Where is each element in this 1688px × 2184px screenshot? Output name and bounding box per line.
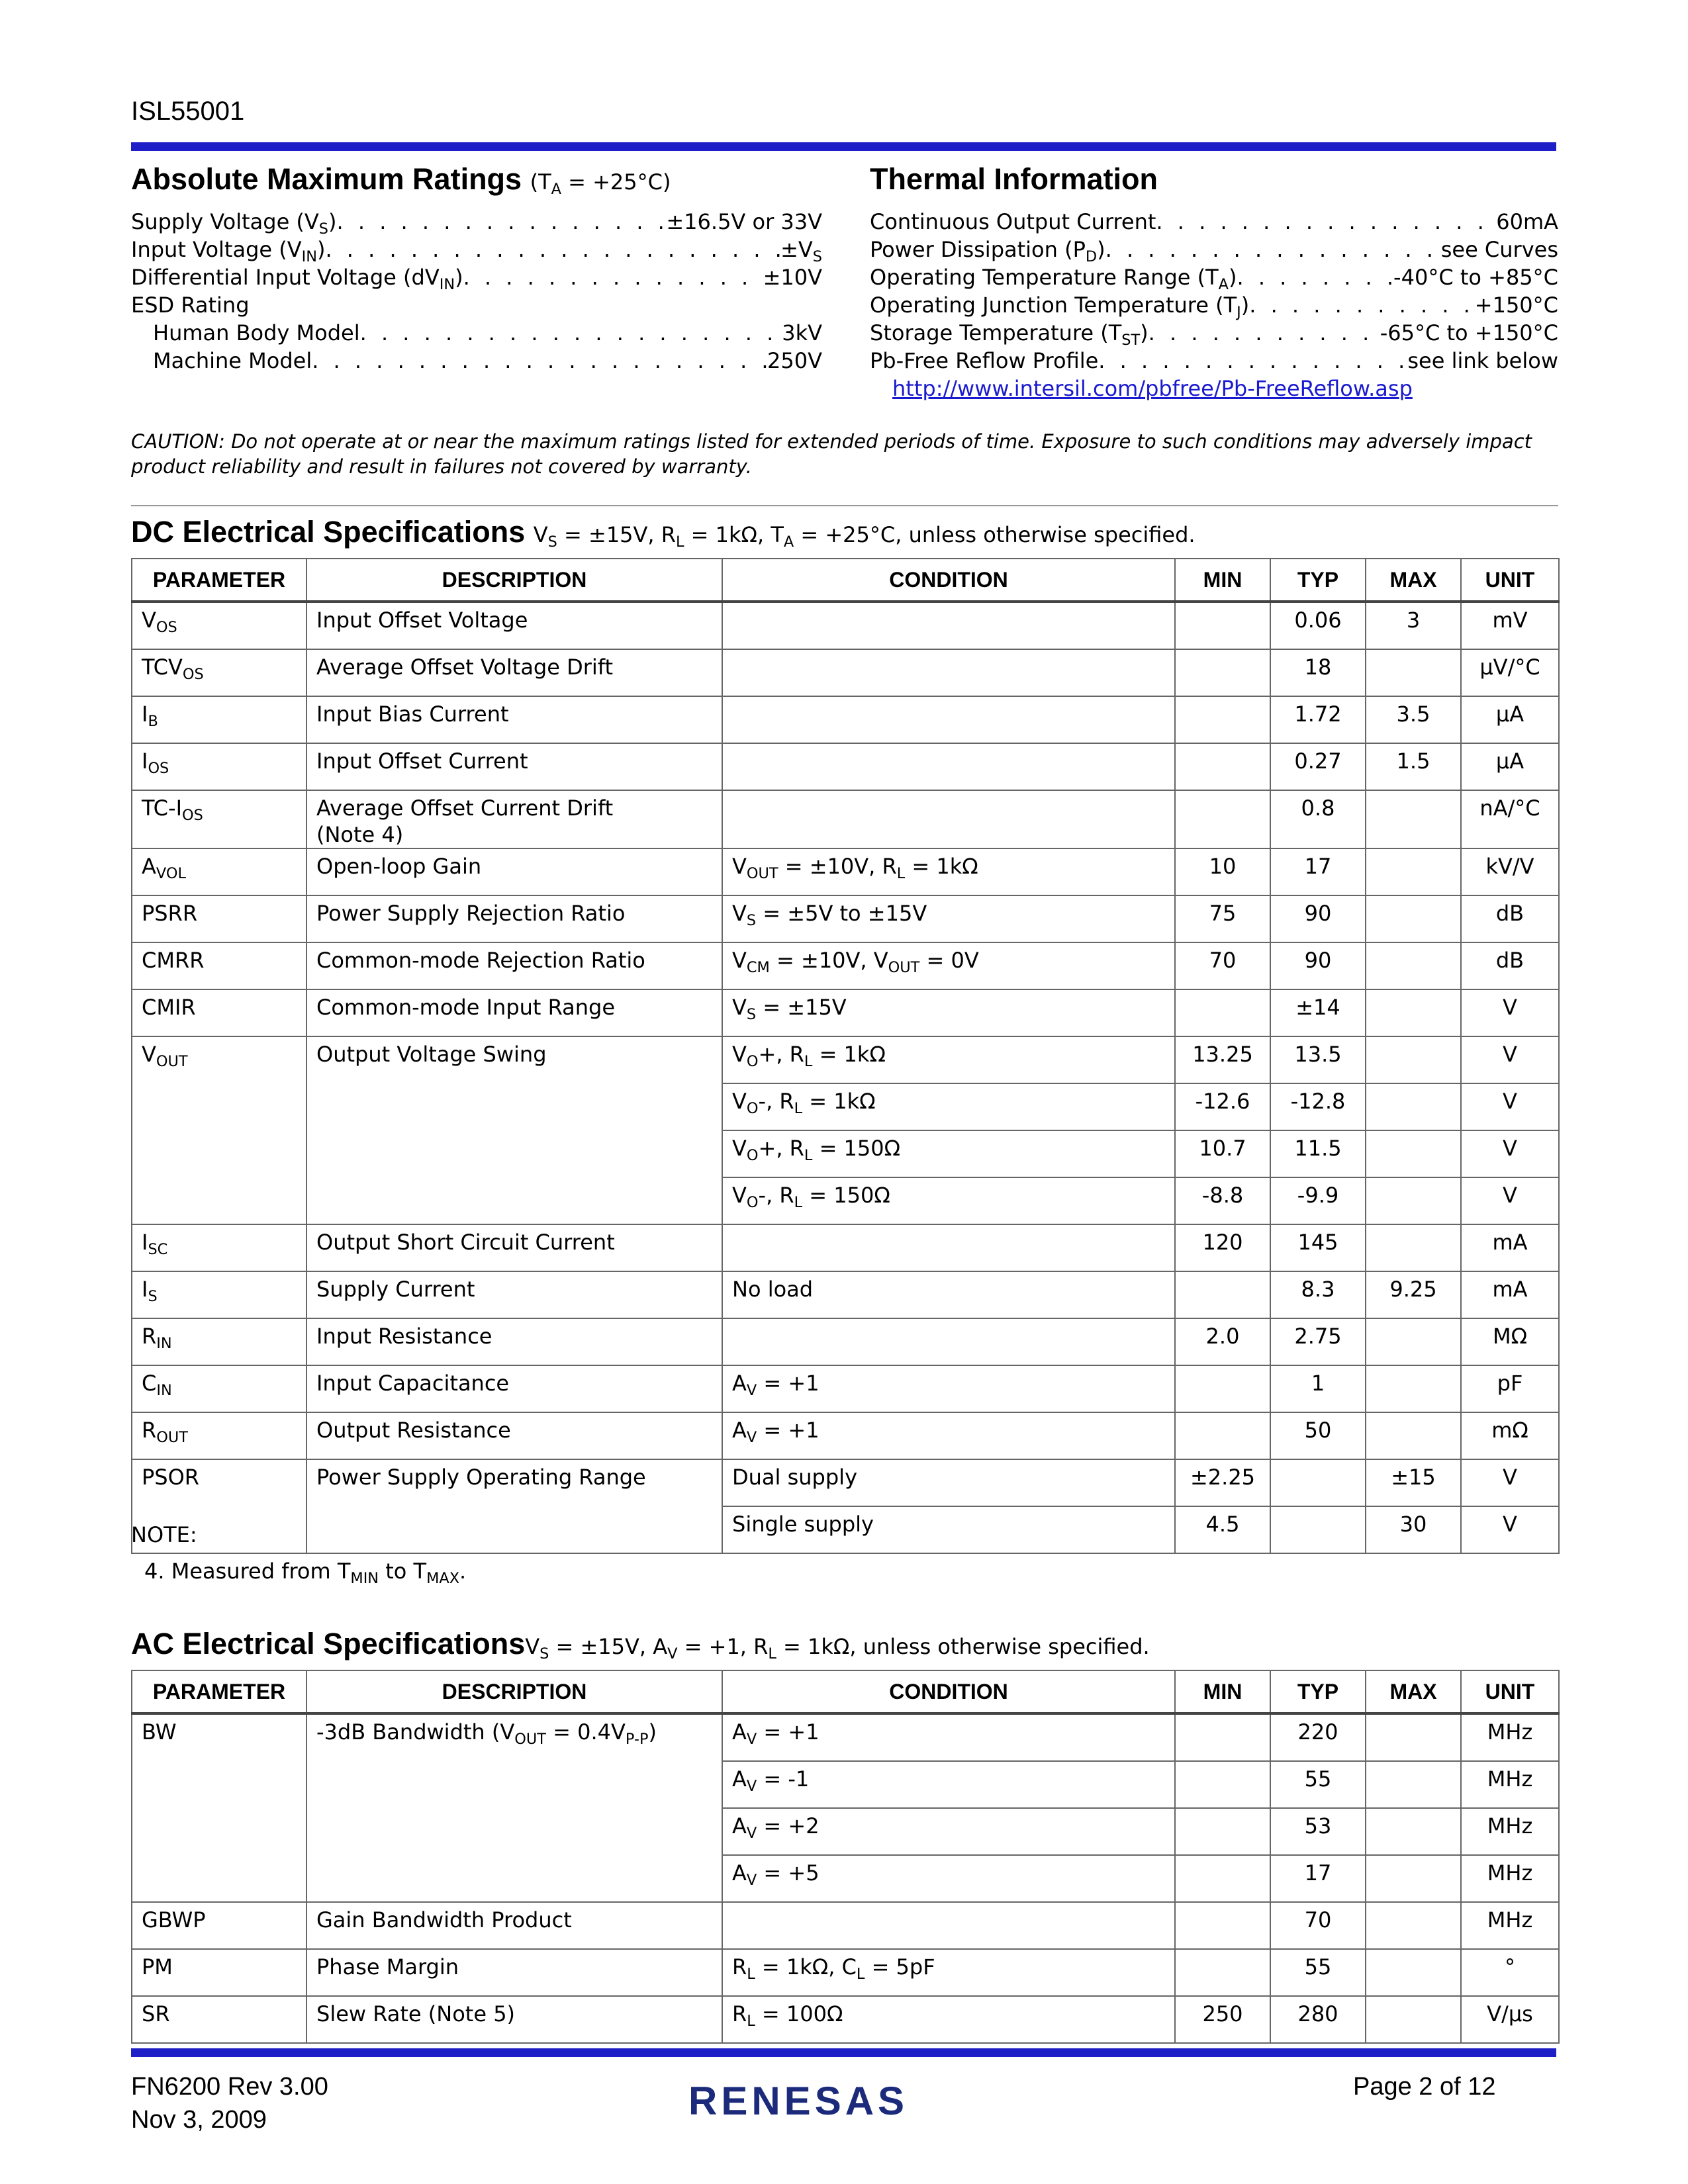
note-title: NOTE:	[131, 1522, 197, 1547]
table-row: Single supply 4.5 30 V	[132, 1506, 1559, 1553]
spec-row: Power Dissipation $(P_D)$ . . . see Curves	[870, 236, 1558, 263]
dc-title: DC Electrical Specifications $V_S = \pm 15V$, $R_L = 1k\Omega$, $T_A = +25^\circ C$, unless otherwise specified.	[131, 515, 1196, 551]
page-number: Page 2 of 12	[1353, 2073, 1496, 2101]
table-row: $C_{IN}$ Input Capacitance $A_V = +1$ 1 pF	[132, 1365, 1559, 1412]
spec-row: Operating Temperature Range $(T_A)$ . . . -40°C to +85°C	[870, 263, 1558, 291]
abs-max-title: Absolute Maximum Ratings $(T_A = +25^\circ C)$	[131, 162, 671, 198]
table-row: $A_V = -1$ 55 MHz	[132, 1761, 1559, 1808]
footer-doc: FN6200 Rev 3.00 Nov 3, 2009	[131, 2073, 328, 2134]
ac-title: AC Electrical SpecificationsV$_S$ = ±15V, $A_V = +1$, $R_L = 1k\Omega$, unless otherwise specified.	[131, 1627, 1150, 1662]
spec-row: Pb-Free Reflow Profile . . . see link below	[870, 347, 1558, 375]
spec-row: Continuous Output Current . . . 60mA	[870, 208, 1558, 236]
table-row: SR Slew Rate (Note 5) $R_L = 100\Omega$ 250 280 V/μs	[132, 1996, 1559, 2043]
caution-note: CAUTION: Do not operate at or near the maximum ratings listed for extended periods of time. Exposure to such conditions may adversely impact product reliability and result in failures not covered by warranty.	[131, 430, 1532, 478]
table-row: $I_S$ Supply Current No load 8.3 9.25 mA	[132, 1271, 1559, 1318]
table-row: BW -3dB Bandwidth $(V_{OUT} = 0.4V_{P-P})$ $A_V = +1$ 220 MHz	[132, 1713, 1559, 1761]
table-row: $V_{OUT}$ Output Voltage Swing $V_O+$, $R_L = 1k\Omega$ 13.25 13.5 V	[132, 1036, 1559, 1083]
table-row: $V_O+$, $R_L = 150\Omega$ 10.7 11.5 V	[132, 1130, 1559, 1177]
renesas-logo: RENESAS	[688, 2079, 909, 2123]
table-row: $R_{OUT}$ Output Resistance $A_V = +1$ 50 mΩ	[132, 1412, 1559, 1459]
table-header: PARAMETER DESCRIPTION CONDITION MIN TYP MAX UNIT	[132, 559, 1559, 602]
thermal-list	[870, 208, 1558, 402]
abs-max-list	[131, 208, 822, 375]
spec-row: Supply Voltage $(V_S)$ . . . ±16.5V or 33V	[131, 208, 822, 236]
ac-spec-table	[131, 1670, 1560, 2044]
divider	[131, 505, 1558, 506]
spec-row: ESD Rating	[131, 293, 250, 318]
spec-row: Machine Model . . . 250V	[131, 347, 822, 375]
table-row: GBWP Gain Bandwidth Product 70 MHz	[132, 1902, 1559, 1949]
table-row: $TCV_{OS}$ Average Offset Voltage Drift 18 μV/°C	[132, 649, 1559, 696]
footer-bar	[131, 2048, 1556, 2057]
spec-row: Input Voltage $(V_{IN})$ . . . $\pm V_S$	[131, 236, 822, 263]
table-row: $V_O-$, $R_L = 1k\Omega$ -12.6 -12.8 V	[132, 1083, 1559, 1130]
table-row: PSRR Power Supply Rejection Ratio $V_S = \pm 5V$ to ±15V 75 90 dB	[132, 895, 1559, 942]
table-row: $TC-I_{OS}$ Average Offset Current Drift (Note 4) 0.8 nA/°C	[132, 790, 1559, 848]
table-row: $R_{IN}$ Input Resistance 2.0 2.75 MΩ	[132, 1318, 1559, 1365]
table-row: $V_{OS}$ Input Offset Voltage 0.06 3 mV	[132, 602, 1559, 649]
table-row: PM Phase Margin $R_L = 1k\Omega$, $C_L = 5pF$ 55 °	[132, 1949, 1559, 1996]
pb-free-link[interactable]: http://www.intersil.com/pbfree/Pb-FreeReflow.asp	[892, 376, 1413, 401]
table-header: PARAMETER DESCRIPTION CONDITION MIN TYP MAX UNIT	[132, 1670, 1559, 1713]
table-row: $I_B$ Input Bias Current 1.72 3.5 μA	[132, 696, 1559, 743]
note-4: 4. Measured from $T_{MIN}$ to $T_{MAX}$.	[144, 1559, 467, 1587]
header-bar	[131, 142, 1556, 151]
dc-spec-table	[131, 558, 1560, 1554]
table-row: $I_{OS}$ Input Offset Current 0.27 1.5 μA	[132, 743, 1559, 790]
table-row: CMRR Common-mode Rejection Ratio $V_{CM} = \pm 10V$, $V_{OUT} = 0V$ 70 90 dB	[132, 942, 1559, 989]
table-row: PSOR Power Supply Operating Range Dual supply ±2.25 ±15 V	[132, 1459, 1559, 1506]
spec-row: Operating Junction Temperature $(T_J)$ . . . +150°C	[870, 291, 1558, 319]
doc-id: ISL55001	[131, 97, 245, 126]
spec-row: Storage Temperature $(T_{ST})$ . . . -65°C to +150°C	[870, 319, 1558, 347]
table-row: $A_V = +2$ 53 MHz	[132, 1808, 1559, 1855]
table-row: CMIR Common-mode Input Range $V_S = \pm 15V$ ±14 V	[132, 989, 1559, 1036]
thermal-title: Thermal Information	[870, 162, 1158, 196]
table-row: $A_V = +5$ 17 MHz	[132, 1855, 1559, 1902]
spec-row: Human Body Model . . . 3kV	[131, 319, 822, 347]
table-row: $A_{VOL}$ Open-loop Gain $V_{OUT} = \pm 10V$, $R_L = 1k\Omega$ 10 17 kV/V	[132, 848, 1559, 895]
spec-row: Differential Input Voltage $(dV_{IN})$ . . . ±10V	[131, 263, 822, 291]
table-row: $I_{SC}$ Output Short Circuit Current 120 145 mA	[132, 1224, 1559, 1271]
table-row: $V_O-$, $R_L = 150\Omega$ -8.8 -9.9 V	[132, 1177, 1559, 1224]
